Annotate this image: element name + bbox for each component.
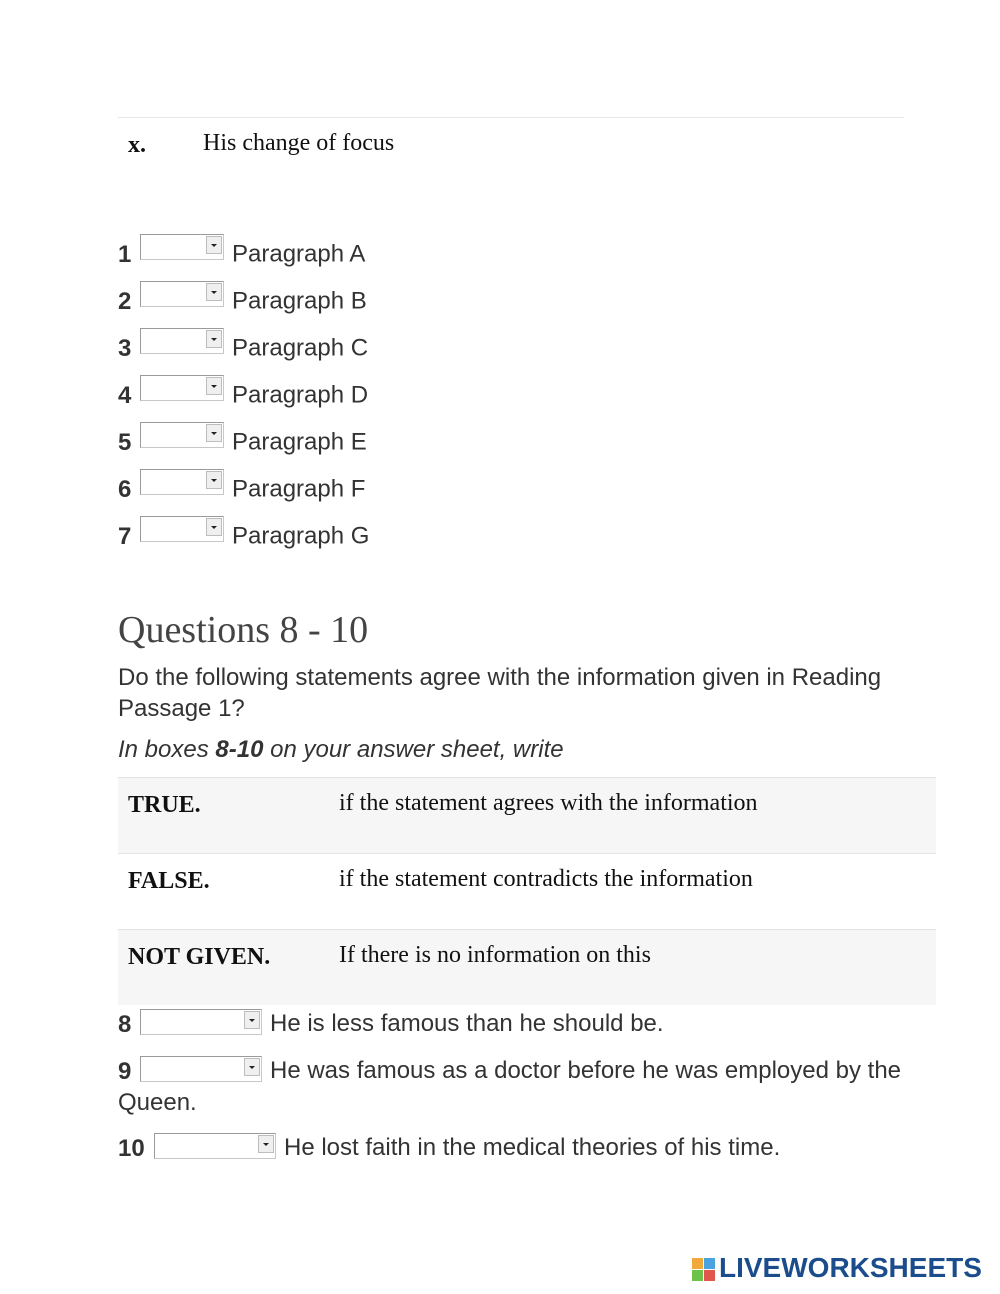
answer-dropdown-2[interactable] <box>140 281 224 307</box>
answer-key-table <box>118 777 936 1005</box>
logo-blocks-icon <box>692 1258 716 1282</box>
paragraph-label: Paragraph A <box>232 240 366 268</box>
question-number: 2 <box>118 287 132 315</box>
top-divider <box>118 117 904 118</box>
matching-question-1 <box>118 240 365 270</box>
answer-dropdown-4[interactable] <box>140 375 224 401</box>
key-term: FALSE. <box>128 868 210 894</box>
chevron-down-icon[interactable] <box>244 1011 260 1029</box>
chevron-down-icon[interactable] <box>244 1058 260 1076</box>
chevron-down-icon[interactable] <box>206 283 222 301</box>
statement-10 <box>118 1132 908 1164</box>
logo-wordmark: LIVEWORKSHEETS <box>719 1252 982 1283</box>
question-number: 4 <box>118 381 132 409</box>
question-number: 3 <box>118 334 132 362</box>
statement-9 <box>118 1055 908 1118</box>
question-number: 1 <box>118 240 132 268</box>
matching-question-3 <box>118 334 368 364</box>
section-instruction: Do the following statements agree with the information given in Reading Passage 1? <box>118 664 882 722</box>
question-number: 8 <box>118 1011 132 1039</box>
key-row-not-given <box>118 929 936 1005</box>
paragraph-label: Paragraph E <box>232 428 367 456</box>
matching-question-4 <box>118 381 368 411</box>
paragraph-label: Paragraph C <box>232 334 369 362</box>
answer-dropdown-6[interactable] <box>140 469 224 495</box>
statement-8 <box>118 1008 908 1040</box>
paragraph-label: Paragraph B <box>232 287 367 315</box>
answer-dropdown-10[interactable] <box>154 1133 276 1159</box>
statement-text: He was famous as a doctor before he was employed by the Queen. <box>118 1057 902 1117</box>
key-term: NOT GIVEN. <box>128 944 271 970</box>
chevron-down-icon[interactable] <box>206 518 222 536</box>
key-term: TRUE. <box>128 792 201 818</box>
matching-question-6 <box>118 475 365 505</box>
matching-question-2 <box>118 287 367 317</box>
paragraph-label: Paragraph G <box>232 522 370 550</box>
chevron-down-icon[interactable] <box>206 471 222 489</box>
matching-question-5 <box>118 428 367 458</box>
chevron-down-icon[interactable] <box>206 424 222 442</box>
key-description: If there is no information on this <box>339 942 651 968</box>
question-number: 7 <box>118 522 132 550</box>
matching-question-7 <box>118 522 369 552</box>
answer-dropdown-8[interactable] <box>140 1009 262 1035</box>
section-heading: Questions 8 - 10 <box>118 609 369 651</box>
chevron-down-icon[interactable] <box>206 236 222 254</box>
paragraph-label: Paragraph D <box>232 381 369 409</box>
answer-dropdown-9[interactable] <box>140 1056 262 1082</box>
key-row-true <box>118 777 936 853</box>
question-number: 9 <box>118 1058 132 1086</box>
statement-text: He lost faith in the medical theories of his time. <box>284 1134 781 1161</box>
chevron-down-icon[interactable] <box>206 330 222 348</box>
statement-text: He is less famous than he should be. <box>270 1010 664 1037</box>
heading-numeral: x. <box>128 132 146 158</box>
answer-dropdown-7[interactable] <box>140 516 224 542</box>
answer-dropdown-3[interactable] <box>140 328 224 354</box>
key-description: if the statement contradicts the information <box>339 866 753 892</box>
heading-text: His change of focus <box>203 130 395 156</box>
question-number: 6 <box>118 475 132 503</box>
chevron-down-icon[interactable] <box>258 1135 274 1153</box>
answer-dropdown-5[interactable] <box>140 422 224 448</box>
question-number: 5 <box>118 428 132 456</box>
answer-sheet-instruction: In boxes 8-10 on your answer sheet, write <box>118 736 564 763</box>
question-number: 10 <box>118 1135 145 1163</box>
paragraph-label: Paragraph F <box>232 475 366 503</box>
key-description: if the statement agrees with the information <box>339 790 758 816</box>
answer-dropdown-1[interactable] <box>140 234 224 260</box>
key-row-false <box>118 853 936 929</box>
chevron-down-icon[interactable] <box>206 377 222 395</box>
